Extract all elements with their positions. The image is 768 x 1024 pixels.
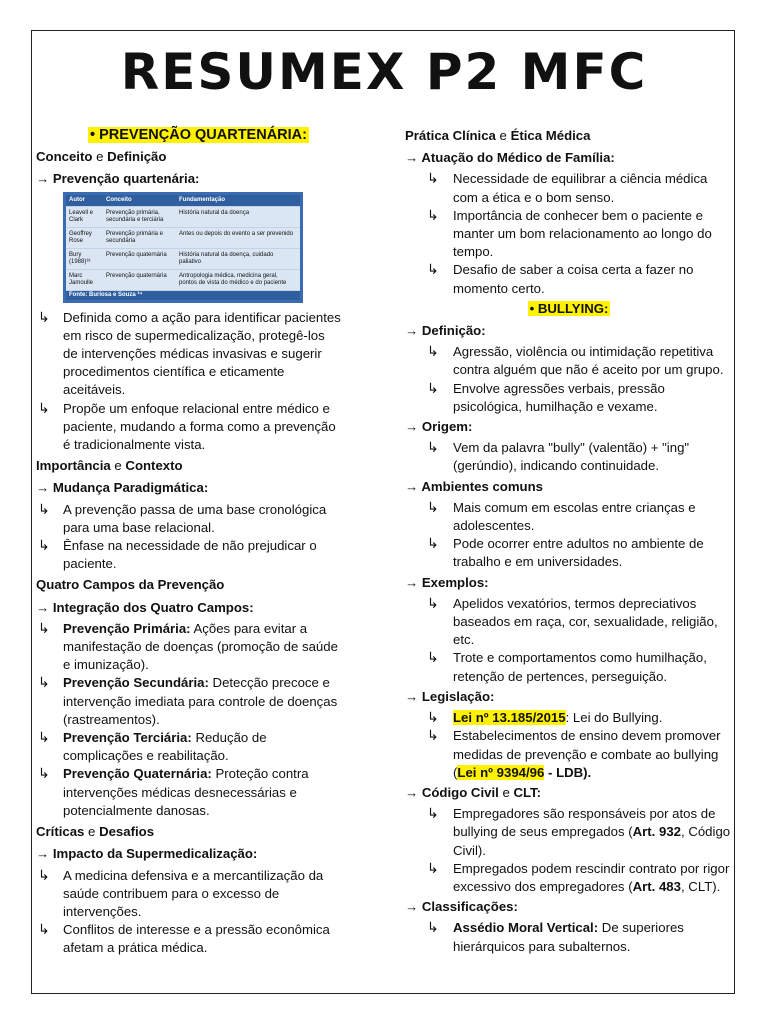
list-item: ↳ Vem da palavra "bully" (valentão) + "ing" (gerúndio), indicando continuidade.	[427, 440, 690, 474]
list-item: ↳ A medicina defensiva e a mercantilização da saúde contribuem para o excesso de intervenções.	[38, 867, 324, 919]
list-item: ↳ Importância de conhecer bem o paciente e manter um bom relacionamento ao longo do tempo.	[427, 207, 712, 260]
list-item: ↳ Desafio de saber a coisa certa a fazer no momento certo.	[427, 262, 694, 296]
table-cell: Marc Jamoulle	[65, 269, 103, 290]
right-column	[405, 124, 733, 956]
hook-arrow-icon: ↳	[38, 620, 50, 637]
list-item: ↳ Envolve agressões verbais, pressão psicológica, humilhação e vexame.	[427, 380, 665, 414]
table-cell: Geoffrey Rose	[65, 227, 103, 248]
table-header: Fundamentação	[176, 193, 302, 206]
table-cell: História natural da doença	[176, 206, 302, 227]
subsection-classifications: → Classificações:	[405, 899, 518, 915]
hook-arrow-icon: ↳	[38, 730, 50, 747]
table-row	[65, 206, 302, 227]
hook-arrow-icon: ↳	[427, 380, 439, 397]
left-column	[36, 124, 341, 958]
hook-arrow-icon: ↳	[427, 920, 439, 937]
hook-arrow-icon: ↳	[427, 710, 439, 727]
hook-arrow-icon: ↳	[38, 922, 50, 939]
list-item: ↳ Trote e comportamentos como humilhação, retenção de pertences, perseguição.	[427, 650, 707, 684]
hook-arrow-icon: ↳	[427, 499, 439, 516]
list-item: ↳ Assédio Moral Vertical: De superiores hierárquicos para subalternos.	[427, 920, 684, 954]
table-footer: Fonte: Buriosa e Souza ³⁴	[65, 290, 302, 301]
table-cell: Prevenção quaternária	[103, 248, 176, 269]
list-item: ↳ Empregados podem rescindir contrato por rigor excessivo dos empregadores (Art. 483, CLT).	[427, 860, 730, 894]
list-item: ↳ Ênfase na necessidade de não prejudicar o paciente.	[38, 538, 317, 572]
section-criticism: Críticas e Desafios	[36, 824, 155, 840]
hook-arrow-icon: ↳	[427, 536, 439, 553]
section-heading-bullying: • BULLYING:	[529, 300, 609, 316]
list-item: ↳ Prevenção Primária: Ações para evitar a manifestação de doenças (promoção de saúde e imunização).	[38, 620, 338, 673]
page-title: RESUMEX P2 MFC	[120, 43, 648, 101]
hook-arrow-icon: ↳	[38, 867, 50, 884]
subsection-family-doctor: → Atuação do Médico de Família:	[405, 150, 615, 166]
table-cell: Bury (1988)³³	[65, 248, 103, 269]
hook-arrow-icon: ↳	[38, 538, 50, 555]
hook-arrow-icon: ↳	[38, 309, 50, 326]
section-heading-quaternary: • PREVENÇÃO QUARTENÁRIA:	[90, 127, 307, 143]
list-item: ↳ Propõe um enfoque relacional entre médico e paciente, mudando a forma como a prevenção é tradicionalmente vista.	[38, 400, 336, 453]
hook-arrow-icon: ↳	[427, 860, 439, 877]
subsection-civil-code: → Código Civil e CLT:	[405, 784, 542, 800]
table-row	[65, 269, 302, 290]
hook-arrow-icon: ↳	[427, 440, 439, 457]
hook-arrow-icon: ↳	[38, 400, 50, 417]
table-cell: Prevenção primária, secundária e terciária	[103, 206, 176, 227]
table-row	[65, 227, 302, 248]
list-item: ↳ Mais comum em escolas entre crianças e adolescentes.	[427, 499, 696, 534]
hook-arrow-icon: ↳	[38, 675, 50, 692]
reference-table	[63, 192, 303, 303]
subsection-legislation: → Legislação:	[405, 688, 495, 704]
list-item: ↳ Estabelecimentos de ensino devem promover medidas de prevenção e combate ao bullying (Lei nº 9394/96 - LDB).	[427, 728, 721, 780]
list-item: ↳ Prevenção Secundária: Detecção precoce e intervenção imediata para controle de doenças (rastreamentos).	[38, 675, 338, 727]
table-header: Autor	[65, 193, 103, 206]
subsection-paradigm-shift: → Mudança Paradigmática:	[36, 480, 209, 496]
subsection-environments: → Ambientes comuns	[405, 478, 544, 494]
hook-arrow-icon: ↳	[38, 766, 50, 783]
list-item: ↳ Necessidade de equilibrar a ciência médica com a ética e o bom senso.	[427, 171, 708, 205]
subsection-integration: → Integração dos Quatro Campos:	[36, 599, 254, 615]
hook-arrow-icon: ↳	[427, 650, 439, 667]
table-header: Conceito	[103, 193, 176, 206]
hook-arrow-icon: ↳	[427, 595, 439, 612]
hook-arrow-icon: ↳	[427, 207, 439, 224]
section-concept: Conceito e Definição	[36, 149, 167, 165]
table-cell: Antropologia médica, medicina geral, pontos de vista do médico e do paciente	[176, 269, 302, 290]
list-item: ↳ Lei nº 13.185/2015: Lei do Bullying.	[427, 710, 663, 727]
hook-arrow-icon: ↳	[38, 501, 50, 518]
hook-arrow-icon: ↳	[427, 344, 439, 361]
section-four-fields: Quatro Campos da Prevenção	[36, 577, 225, 593]
subsection-quaternary-prevention: → Prevenção quartenária:	[36, 171, 200, 187]
subsection-origin: → Origem:	[405, 419, 473, 435]
list-item: ↳ Empregadores são responsáveis por atos de bullying de seus empregados (Art. 932, Código Civil).	[427, 806, 731, 858]
list-item: ↳ Prevenção Quaternária: Proteção contra intervenções médicas desnecessárias e potencialmente danosas.	[38, 766, 309, 818]
table-cell: Leavell e Clark	[65, 206, 103, 227]
subsection-definition: → Definição:	[405, 323, 486, 339]
subsection-examples: → Exemplos:	[405, 574, 489, 590]
table-cell: Prevenção primária e secundária	[103, 227, 176, 248]
subsection-overmedicalization: → Impacto da Supermedicalização:	[36, 846, 258, 862]
list-item: ↳ Agressão, violência ou intimidação repetitiva contra alguém que não é aceito por um grupo.	[427, 344, 724, 378]
table-row	[65, 248, 302, 269]
table-cell: História natural da doença, cuidado paliativo	[176, 248, 302, 269]
list-item: ↳ A prevenção passa de uma base cronológica para uma base relacional.	[38, 501, 327, 535]
list-item: ↳ Conflitos de interesse e a pressão econômica afetam a prática médica.	[38, 922, 330, 956]
table-footer-row	[65, 290, 302, 301]
list-item: ↳ Definida como a ação para identificar pacientes em risco de supermedicalização, protegê-los de intervenções médicas invasivas e sugerir procedimentos científica e eticamente aceitáveis.	[38, 309, 341, 398]
list-item: ↳ Apelidos vexatórios, termos depreciativos baseados em raça, cor, sexualidade, religião, etc.	[427, 595, 718, 648]
hook-arrow-icon: ↳	[427, 728, 439, 745]
table-header-row	[65, 193, 302, 206]
hook-arrow-icon: ↳	[427, 806, 439, 823]
hook-arrow-icon: ↳	[427, 262, 439, 279]
section-clinical-ethics: Prática Clínica e Ética Médica	[405, 128, 591, 143]
section-importance: Importância e Contexto	[36, 458, 183, 474]
table-cell: Prevenção quaternária	[103, 269, 176, 290]
list-item: ↳ Pode ocorrer entre adultos no ambiente de trabalho e em universidades.	[427, 536, 704, 570]
list-item: ↳ Prevenção Terciária: Redução de complicações e reabilitação.	[38, 730, 267, 764]
table-cell: Antes ou depois do evento a ser prevenido	[176, 227, 302, 248]
hook-arrow-icon: ↳	[427, 171, 439, 188]
